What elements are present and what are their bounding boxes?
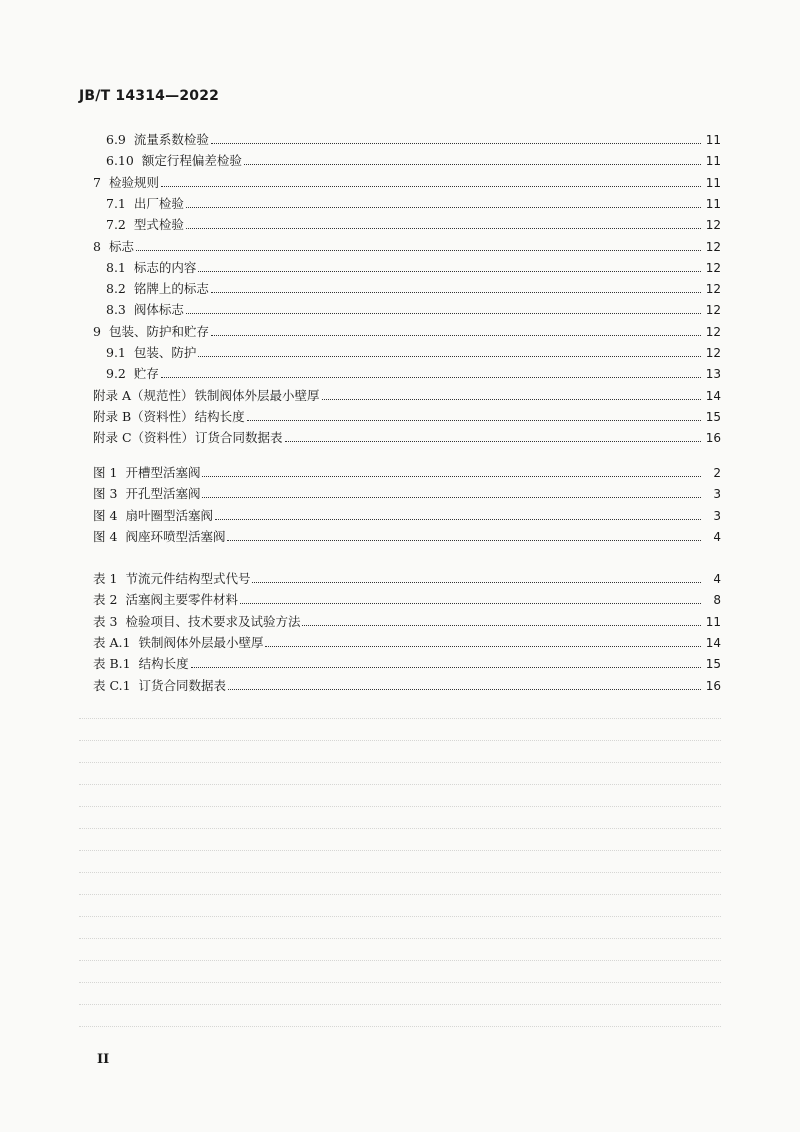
entry-page-number: 4 [713, 529, 721, 544]
entry-number: 8.2 [106, 281, 126, 297]
entry-number: 9 [93, 323, 101, 339]
table-list-entry[interactable] [0, 587, 800, 607]
entry-page-number: 3 [713, 508, 721, 523]
entry-title: 阀体标志 [133, 302, 184, 318]
entry-page-number: 14 [705, 388, 721, 403]
entry-page-number: 4 [713, 572, 721, 586]
entry-title: 扇叶圈型活塞阀 [125, 507, 213, 523]
bleed-line [79, 806, 721, 807]
dot-leader [198, 271, 701, 272]
entry-number: 9.1 [106, 345, 126, 360]
dot-leader [191, 667, 701, 668]
entry-title: 出厂检验 [133, 195, 184, 211]
entry-number: 图 4 [93, 528, 118, 544]
entry-page-number: 15 [705, 657, 721, 672]
dot-leader [136, 250, 701, 251]
bleed-line [79, 982, 721, 983]
entry-title: 铁制阀体外层最小壁厚 [194, 387, 320, 403]
toc-entry[interactable] [0, 297, 800, 317]
table-list-entry[interactable] [0, 630, 800, 650]
entry-page-number: 12 [705, 239, 721, 254]
dot-leader [322, 399, 701, 400]
toc-entry[interactable] [0, 276, 800, 296]
entry-number: 表 3 [93, 613, 118, 629]
entry-number: 表 B.1 [93, 656, 131, 672]
entry-title: 标志 [108, 238, 134, 254]
figure-list-entry[interactable] [0, 524, 800, 544]
dot-leader [198, 356, 701, 357]
figure-list-entry[interactable] [0, 481, 800, 501]
bleed-line [79, 784, 721, 785]
entry-title: 包装、防护 [133, 345, 197, 360]
toc-entry[interactable] [0, 148, 800, 168]
dot-leader [202, 476, 701, 477]
bleed-line [79, 718, 721, 719]
entry-number: 表 A.1 [93, 634, 131, 650]
entry-number: 表 C.1 [93, 677, 131, 693]
entry-title: 订货合同数据表 [195, 430, 283, 446]
entry-page-number: 2 [713, 466, 721, 480]
entry-page-number: 14 [705, 635, 721, 650]
entry-page-number: 15 [705, 409, 721, 424]
toc-entry[interactable] [0, 361, 800, 381]
entry-title: 检验项目、技术要求及试验方法 [125, 613, 301, 629]
entry-number: 6.10 [106, 153, 134, 169]
dot-leader [211, 292, 701, 293]
entry-number: 表 2 [93, 592, 118, 608]
toc-entry[interactable] [0, 383, 800, 403]
toc-entry[interactable] [0, 255, 800, 275]
dot-leader [228, 689, 701, 690]
dot-leader [285, 441, 701, 442]
dot-leader [227, 540, 701, 541]
bleed-line [79, 916, 721, 917]
entry-page-number: 12 [705, 346, 721, 360]
entry-page-number: 11 [705, 154, 721, 169]
entry-number: 9.2 [106, 366, 126, 382]
entry-title: 贮存 [133, 366, 159, 382]
standard-code-header: JB/T 14314—2022 [79, 88, 220, 104]
entry-number: 8 [93, 238, 101, 254]
entry-page-number: 12 [705, 324, 721, 339]
entry-title: 额定行程偏差检验 [141, 153, 242, 169]
toc-entry[interactable] [0, 425, 800, 445]
dot-leader [211, 143, 701, 144]
bleed-line [79, 828, 721, 829]
dot-leader [186, 228, 701, 229]
dot-leader [202, 497, 701, 498]
entry-title: 节流元件结构型式代号 [125, 571, 251, 586]
dot-leader [244, 164, 701, 165]
dot-leader [186, 313, 701, 314]
entry-number: 7.1 [106, 195, 126, 211]
toc-entry[interactable] [0, 340, 800, 360]
toc-entry[interactable] [0, 127, 800, 147]
entry-page-number: 12 [705, 218, 721, 233]
dot-leader [161, 186, 701, 187]
bleed-line [79, 960, 721, 961]
entry-page-number: 11 [705, 175, 721, 190]
bleed-line [79, 1026, 721, 1027]
toc-entry[interactable] [0, 319, 800, 339]
entry-page-number: 11 [705, 614, 721, 629]
entry-title: 包装、防护和贮存 [108, 323, 209, 339]
toc-entry[interactable] [0, 404, 800, 424]
entry-page-number: 11 [705, 196, 721, 211]
entry-title: 检验规则 [108, 174, 159, 190]
entry-title: 结构长度 [138, 656, 189, 672]
entry-page-number: 13 [705, 367, 721, 382]
bleed-line [79, 872, 721, 873]
entry-number: 表 1 [93, 571, 118, 586]
entry-number: 8.1 [106, 259, 126, 275]
entry-title: 开槽型活塞阀 [125, 465, 201, 480]
bleed-line [79, 1004, 721, 1005]
entry-number: 图 1 [93, 465, 118, 480]
entry-page-number: 8 [713, 593, 721, 608]
entry-number: 附录 B（资料性） [93, 408, 194, 424]
dot-leader [240, 603, 701, 604]
entry-title: 活塞阀主要零件材料 [125, 592, 238, 608]
bleed-line [79, 850, 721, 851]
entry-number: 7.2 [106, 217, 126, 233]
dot-leader [211, 335, 701, 336]
entry-number: 附录 A（规范性） [93, 387, 194, 403]
entry-title: 订货合同数据表 [138, 677, 227, 693]
entry-number: 附录 C（资料性） [93, 430, 195, 446]
toc-entry[interactable] [0, 170, 800, 190]
entry-title: 阀座环喷型活塞阀 [125, 528, 226, 544]
dot-leader [161, 377, 701, 378]
entry-page-number: 12 [705, 303, 721, 318]
entry-title: 标志的内容 [133, 259, 197, 275]
entry-title: 流量系数检验 [133, 132, 209, 147]
dot-leader [302, 625, 701, 626]
entry-page-number: 11 [705, 133, 721, 147]
dot-leader [247, 420, 701, 421]
dot-leader [265, 646, 701, 647]
entry-page-number: 16 [705, 678, 721, 693]
entry-title: 型式检验 [133, 217, 184, 233]
entry-page-number: 12 [705, 260, 721, 275]
table-list-entry[interactable] [0, 673, 800, 693]
entry-number: 8.3 [106, 302, 126, 318]
page-number-footer: II [97, 1052, 110, 1067]
bleed-line [79, 938, 721, 939]
toc-entry[interactable] [0, 234, 800, 254]
dot-leader [215, 519, 701, 520]
dot-leader [252, 582, 701, 583]
dot-leader [186, 207, 701, 208]
toc-entry[interactable] [0, 191, 800, 211]
entry-number: 图 3 [93, 486, 118, 502]
entry-number: 6.9 [106, 132, 126, 147]
bleed-line [79, 762, 721, 763]
entry-number: 7 [93, 174, 101, 190]
figure-list-entry[interactable] [0, 460, 800, 480]
entry-page-number: 12 [705, 282, 721, 297]
bleed-line [79, 740, 721, 741]
toc-entry[interactable] [0, 212, 800, 232]
entry-title: 结构长度 [194, 408, 245, 424]
bleed-line [79, 894, 721, 895]
table-list-entry[interactable] [0, 566, 800, 586]
entry-title: 铁制阀体外层最小壁厚 [138, 634, 264, 650]
entry-number: 图 4 [93, 507, 118, 523]
table-list-entry[interactable] [0, 609, 800, 629]
entry-page-number: 16 [705, 431, 721, 446]
table-list-entry[interactable] [0, 651, 800, 671]
entry-title: 铭牌上的标志 [133, 281, 209, 297]
entry-title: 开孔型活塞阀 [125, 486, 201, 502]
entry-page-number: 3 [713, 487, 721, 502]
figure-list-entry[interactable] [0, 503, 800, 523]
